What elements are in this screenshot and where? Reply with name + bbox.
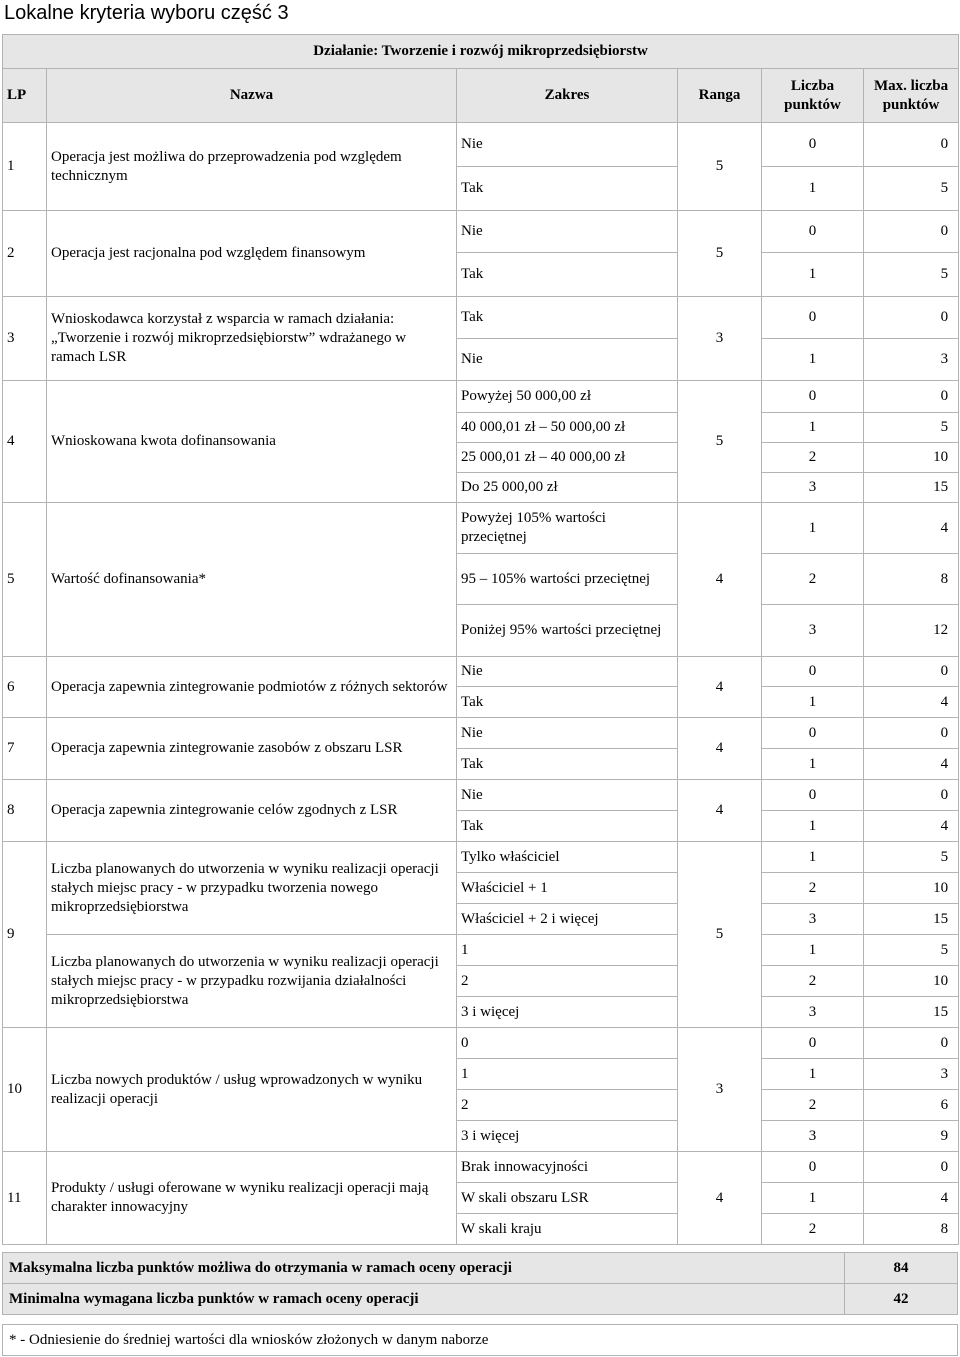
header-liczba: Liczba punktów — [762, 69, 864, 123]
range-cell: 0 — [457, 1028, 678, 1059]
max-points-cell: 8 — [864, 1214, 959, 1245]
table-row — [3, 297, 959, 339]
max-points-value: 84 — [845, 1253, 958, 1284]
row-number: 2 — [3, 211, 47, 297]
points-cell: 0 — [762, 1028, 864, 1059]
range-cell: 25 000,01 zł – 40 000,00 zł — [457, 443, 678, 473]
range-cell: Nie — [457, 718, 678, 749]
max-points-cell: 4 — [864, 687, 959, 718]
max-points-cell: 5 — [864, 167, 959, 211]
points-cell: 0 — [762, 1152, 864, 1183]
criterion-name: Liczba planowanych do utworzenia w wyniku realizacji operacji stałych miejsc pracy - w przypadku rozwijania działalności mikroprzedsiębiorstwa — [47, 935, 457, 1028]
footnote: * - Odniesienie do średniej wartości dla wniosków złożonych w danym naborze — [3, 1325, 958, 1356]
rank-cell: 4 — [678, 503, 762, 657]
points-cell: 2 — [762, 966, 864, 997]
points-cell: 0 — [762, 211, 864, 253]
range-cell: Tak — [457, 167, 678, 211]
points-cell: 1 — [762, 503, 864, 554]
table-row — [3, 123, 959, 167]
points-cell: 0 — [762, 657, 864, 687]
criterion-name: Operacja jest możliwa do przeprowadzenia pod względem technicznym — [47, 123, 457, 211]
range-cell: 2 — [457, 1090, 678, 1121]
points-cell: 1 — [762, 339, 864, 381]
row-number: 6 — [3, 657, 47, 718]
points-cell: 2 — [762, 443, 864, 473]
range-cell: W skali obszaru LSR — [457, 1183, 678, 1214]
rank-cell: 5 — [678, 211, 762, 297]
points-cell: 1 — [762, 253, 864, 297]
points-cell: 1 — [762, 1183, 864, 1214]
min-points-value: 42 — [845, 1284, 958, 1315]
table-row — [3, 503, 959, 554]
range-cell: Tak — [457, 687, 678, 718]
points-cell: 1 — [762, 935, 864, 966]
header-nazwa: Nazwa — [47, 69, 457, 123]
max-points-cell: 12 — [864, 605, 959, 657]
action-title: Działanie: Tworzenie i rozwój mikroprzedsiębiorstw — [3, 35, 959, 69]
rank-cell: 4 — [678, 718, 762, 780]
points-cell: 1 — [762, 811, 864, 842]
max-points-cell: 0 — [864, 780, 959, 811]
points-cell: 1 — [762, 413, 864, 443]
points-cell: 3 — [762, 1121, 864, 1152]
criteria-table — [2, 34, 959, 1245]
criterion-name: Operacja zapewnia zintegrowanie celów zgodnych z LSR — [47, 780, 457, 842]
header-max: Max. liczba punktów — [864, 69, 959, 123]
table-row — [3, 211, 959, 253]
max-points-cell: 5 — [864, 842, 959, 873]
rank-cell: 4 — [678, 1152, 762, 1245]
range-cell: Tak — [457, 749, 678, 780]
table-row — [3, 842, 959, 873]
range-cell: Nie — [457, 780, 678, 811]
points-cell: 0 — [762, 780, 864, 811]
criterion-name: Operacja zapewnia zintegrowanie zasobów z obszaru LSR — [47, 718, 457, 780]
table-row — [3, 718, 959, 749]
row-number: 4 — [3, 381, 47, 503]
row-number: 7 — [3, 718, 47, 780]
range-cell: Nie — [457, 123, 678, 167]
max-points-cell: 4 — [864, 811, 959, 842]
points-cell: 1 — [762, 167, 864, 211]
points-cell: 0 — [762, 297, 864, 339]
max-points-cell: 15 — [864, 473, 959, 503]
points-cell: 3 — [762, 997, 864, 1028]
rank-cell: 3 — [678, 297, 762, 381]
table-row — [3, 780, 959, 811]
max-points-cell: 5 — [864, 413, 959, 443]
summary-table — [2, 1252, 958, 1315]
row-number: 10 — [3, 1028, 47, 1152]
range-cell: Nie — [457, 339, 678, 381]
max-points-cell: 8 — [864, 554, 959, 605]
max-points-cell: 0 — [864, 297, 959, 339]
max-points-label: Maksymalna liczba punktów możliwa do otrzymania w ramach oceny operacji — [3, 1253, 845, 1284]
points-cell: 3 — [762, 904, 864, 935]
rank-cell: 5 — [678, 123, 762, 211]
max-points-cell: 9 — [864, 1121, 959, 1152]
row-number: 3 — [3, 297, 47, 381]
points-cell: 0 — [762, 381, 864, 413]
row-number: 11 — [3, 1152, 47, 1245]
rank-cell: 5 — [678, 381, 762, 503]
rank-cell: 4 — [678, 657, 762, 718]
header-ranga: Ranga — [678, 69, 762, 123]
table-row — [3, 381, 959, 413]
page-title: Lokalne kryteria wyboru część 3 — [4, 2, 289, 24]
range-cell: 1 — [457, 1059, 678, 1090]
max-points-cell: 0 — [864, 211, 959, 253]
max-points-cell: 4 — [864, 749, 959, 780]
max-points-cell: 3 — [864, 339, 959, 381]
range-cell: Tylko właściciel — [457, 842, 678, 873]
criterion-name: Liczba nowych produktów / usług wprowadzonych w wyniku realizacji operacji — [47, 1028, 457, 1152]
range-cell: 3 i więcej — [457, 997, 678, 1028]
range-cell: Tak — [457, 811, 678, 842]
range-cell: Nie — [457, 657, 678, 687]
range-cell: Nie — [457, 211, 678, 253]
max-points-cell: 0 — [864, 381, 959, 413]
range-cell: Do 25 000,00 zł — [457, 473, 678, 503]
max-points-cell: 15 — [864, 997, 959, 1028]
points-cell: 2 — [762, 1090, 864, 1121]
points-cell: 0 — [762, 123, 864, 167]
row-number: 5 — [3, 503, 47, 657]
max-points-cell: 0 — [864, 123, 959, 167]
range-cell: 3 i więcej — [457, 1121, 678, 1152]
max-points-cell: 10 — [864, 873, 959, 904]
max-points-cell: 0 — [864, 1028, 959, 1059]
max-points-cell: 5 — [864, 935, 959, 966]
max-points-cell: 0 — [864, 718, 959, 749]
max-points-cell: 3 — [864, 1059, 959, 1090]
max-points-cell: 15 — [864, 904, 959, 935]
range-cell: Powyżej 50 000,00 zł — [457, 381, 678, 413]
rank-cell: 5 — [678, 842, 762, 1028]
range-cell: W skali kraju — [457, 1214, 678, 1245]
range-cell: 1 — [457, 935, 678, 966]
points-cell: 2 — [762, 1214, 864, 1245]
points-cell: 1 — [762, 749, 864, 780]
table-row — [3, 935, 959, 966]
rank-cell: 4 — [678, 780, 762, 842]
max-points-cell: 4 — [864, 1183, 959, 1214]
criterion-name: Produkty / usługi oferowane w wyniku realizacji operacji mają charakter innowacyjny — [47, 1152, 457, 1245]
row-number: 1 — [3, 123, 47, 211]
max-points-cell: 10 — [864, 966, 959, 997]
max-points-cell: 5 — [864, 253, 959, 297]
footnote-table — [2, 1324, 958, 1356]
table-row — [3, 1152, 959, 1183]
min-points-label: Minimalna wymagana liczba punktów w ramach oceny operacji — [3, 1284, 845, 1315]
max-points-cell: 10 — [864, 443, 959, 473]
points-cell: 3 — [762, 473, 864, 503]
range-cell: 40 000,01 zł – 50 000,00 zł — [457, 413, 678, 443]
points-cell: 2 — [762, 554, 864, 605]
range-cell: Właściciel + 1 — [457, 873, 678, 904]
range-cell: 95 – 105% wartości przeciętnej — [457, 554, 678, 605]
criterion-name: Operacja jest racjonalna pod względem finansowym — [47, 211, 457, 297]
range-cell: 2 — [457, 966, 678, 997]
max-points-cell: 6 — [864, 1090, 959, 1121]
criterion-name: Liczba planowanych do utworzenia w wyniku realizacji operacji stałych miejsc pracy - w przypadku tworzenia nowego mikroprzedsiębiorstwa — [47, 842, 457, 935]
criterion-name: Wnioskowana kwota dofinansowania — [47, 381, 457, 503]
range-cell: Właściciel + 2 i więcej — [457, 904, 678, 935]
row-number: 9 — [3, 842, 47, 1028]
header-lp: LP — [3, 69, 47, 123]
criterion-name: Operacja zapewnia zintegrowanie podmiotów z różnych sektorów — [47, 657, 457, 718]
max-points-cell: 0 — [864, 1152, 959, 1183]
criterion-name: Wnioskodawca korzystał z wsparcia w ramach działania: „Tworzenie i rozwój mikroprzedsiębiorstw” wdrażanego w ramach LSR — [47, 297, 457, 381]
row-number: 8 — [3, 780, 47, 842]
range-cell: Powyżej 105% wartości przeciętnej — [457, 503, 678, 554]
range-cell: Poniżej 95% wartości przeciętnej — [457, 605, 678, 657]
max-points-cell: 4 — [864, 503, 959, 554]
range-cell: Tak — [457, 253, 678, 297]
table-row — [3, 657, 959, 687]
max-points-cell: 0 — [864, 657, 959, 687]
points-cell: 1 — [762, 687, 864, 718]
points-cell: 1 — [762, 842, 864, 873]
range-cell: Tak — [457, 297, 678, 339]
header-zakres: Zakres — [457, 69, 678, 123]
points-cell: 0 — [762, 718, 864, 749]
points-cell: 1 — [762, 1059, 864, 1090]
criterion-name: Wartość dofinansowania* — [47, 503, 457, 657]
range-cell: Brak innowacyjności — [457, 1152, 678, 1183]
points-cell: 2 — [762, 873, 864, 904]
points-cell: 3 — [762, 605, 864, 657]
table-row — [3, 1028, 959, 1059]
rank-cell: 3 — [678, 1028, 762, 1152]
